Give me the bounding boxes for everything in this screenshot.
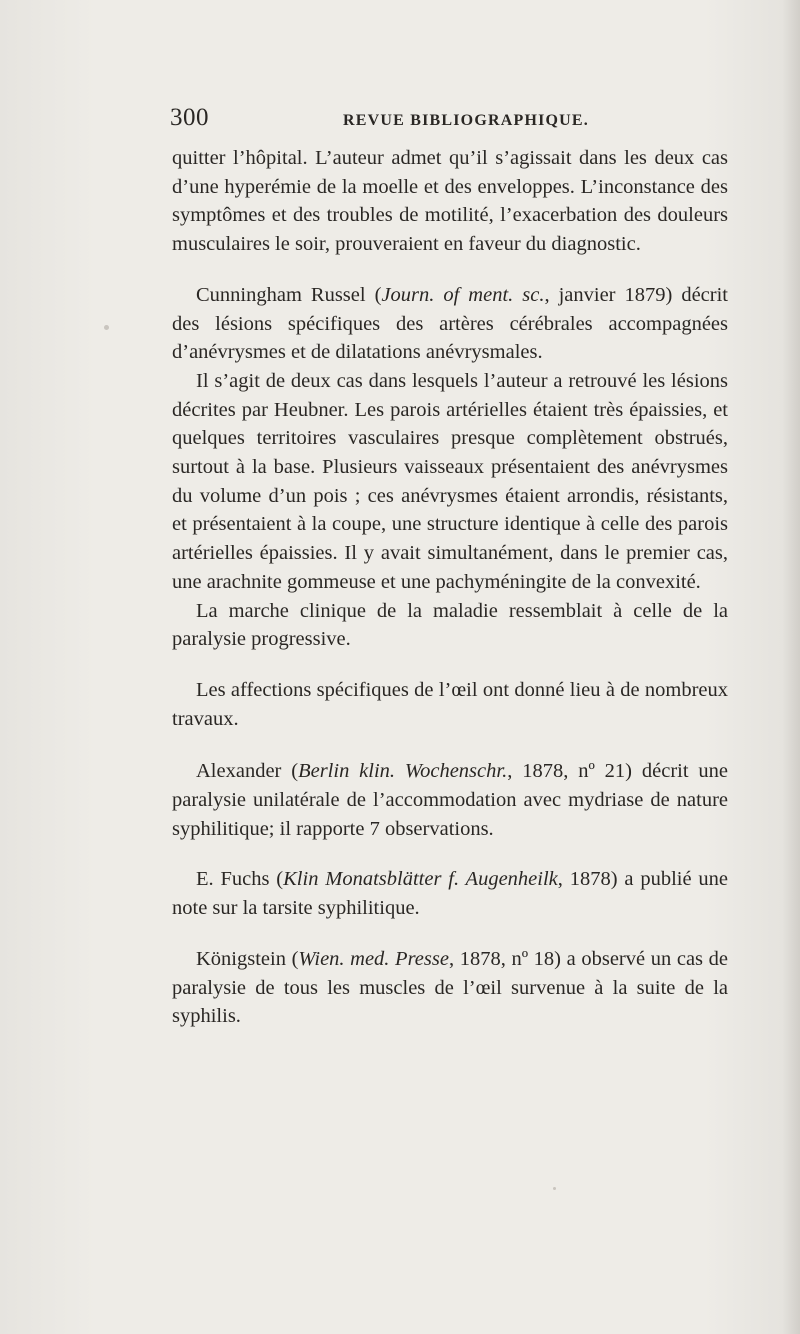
running-head: REVUE BIBLIOGRAPHIQUE. — [343, 112, 589, 129]
journal-citation: Journ. of ment. sc. — [381, 283, 545, 306]
paragraph-russel — [172, 281, 728, 367]
paragraph-text: , 1878) a publié une note sur la tarsite syphilitique. — [172, 868, 729, 920]
paragraph-heubner: Il s’agit de deux cas dans lesquels l’auteur a retrouvé les lésions décrites par Heubner. Les parois artérielles étaient très épaissies, et quelques territoires vasculaires presque complètement obstrués, surtout à la base. Plusieurs vaisseaux présentaient des anévrysmes du volume d’un pois ; ces anévrysmes étaient arrondis, résistants, et présentaient à la coupe, une structure identique à celle des parois artérielles épaissies. Il y avait simultanément, dans le premier cas, une arachnite gommeuse et une pachyméningite de la convexité. — [172, 369, 728, 593]
body-text — [172, 144, 728, 1031]
page-header — [170, 104, 730, 136]
paragraph-alexander — [172, 757, 728, 843]
print-speck — [104, 325, 109, 330]
paragraph-eye-affections: Les affections spécifiques de l’œil ont donné lieu à de nombreux travaux. — [172, 678, 728, 730]
paragraph-continuation: quitter l’hôpital. L’auteur admet qu’il s’agissait dans les deux cas d’une hyperémie de la moelle et des enveloppes. L’inconstance des symptômes et des troubles de motilité, l’exacerbation des douleurs musculaires le soir, prouveraient en faveur du diagnostic. — [172, 147, 728, 256]
journal-citation: Wien. med. Presse — [298, 947, 449, 970]
author-name: Königstein ( — [196, 947, 299, 970]
paragraph-text: , janvier 1879) décrit des lésions spécifiques des artères cérébrales accompagnées d’anévrysmes et de dilatations anévrysmales. — [172, 283, 728, 364]
paragraph-fuchs — [172, 865, 728, 922]
paragraph-text: , 1878, nº 18) a observé un cas de paralysie de tous les muscles de l’œil survenue à la suite de la syphilis. — [172, 947, 728, 1028]
journal-citation: Berlin klin. Wochenschr. — [298, 760, 508, 783]
paragraph-clinical: La marche clinique de la maladie ressemblait à celle de la paralysie progressive. — [172, 599, 728, 651]
page-edge-shadow — [782, 0, 800, 1334]
author-name: E. Fuchs ( — [196, 868, 284, 891]
author-name: Alexander ( — [196, 760, 299, 783]
page-number: 300 — [170, 104, 209, 131]
journal-citation: Klin Monatsblätter f. Augenheilk — [283, 868, 558, 891]
paragraph-text: , 1878, nº 21) décrit une paralysie unilatérale de l’accommodation avec mydriase de nature syphilitique; il rapporte 7 observations. — [172, 760, 729, 840]
print-speck — [553, 1187, 556, 1190]
author-name: Cunningham Russel ( — [196, 283, 382, 306]
paragraph-konigstein — [172, 945, 728, 1031]
